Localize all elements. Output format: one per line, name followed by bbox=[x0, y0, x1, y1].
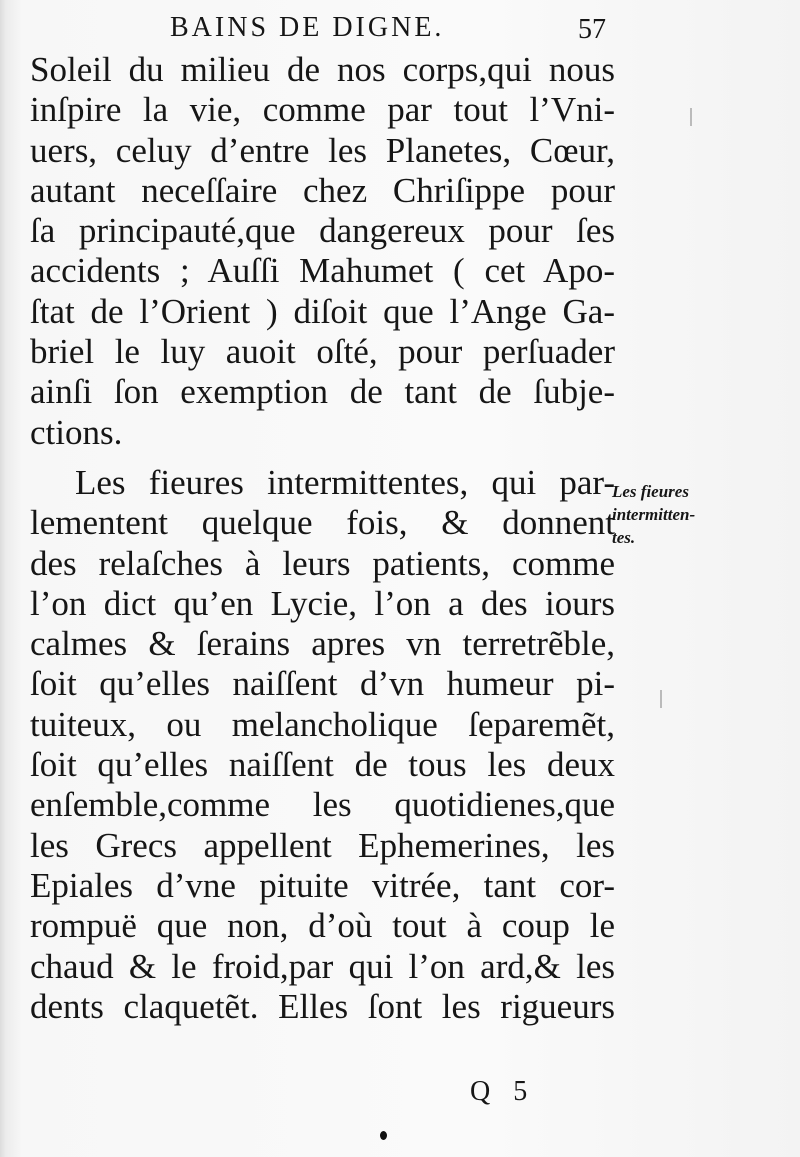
text-line: ctions. bbox=[30, 412, 123, 452]
text-line: l’on dict qu’en Lycie, l’on a des iours bbox=[30, 583, 615, 623]
signature-mark: Q 5 bbox=[470, 1076, 536, 1107]
text-line: briel le luy auoit oſté, pour perſuader bbox=[30, 332, 615, 372]
paragraph-gap bbox=[30, 453, 615, 463]
text-line: des relaſches à leurs patients, comme bbox=[30, 543, 615, 583]
text-line: chaud & le froid,par qui l’on ard,& les bbox=[30, 946, 615, 986]
text-line: les Grecs appellent Ephemerines, les bbox=[30, 825, 615, 865]
running-title: BAINS DE DIGNE. bbox=[170, 12, 445, 43]
bleed-mark bbox=[690, 108, 692, 126]
text-line: ainſi ſon exemption de tant de ſubje- bbox=[30, 372, 615, 412]
margin-note-line: intermitten- bbox=[612, 505, 696, 524]
text-line: ſoit qu’elles naiſſent d’vn humeur pi- bbox=[30, 664, 615, 704]
text-line: Les fieures intermittentes, qui par- bbox=[75, 462, 615, 502]
text-line: uers, celuy d’entre les Planetes, Cœur, bbox=[30, 130, 615, 170]
text-line: lementent quelque fois, & donnent bbox=[30, 503, 615, 543]
text-line: ſtat de l’Orient ) diſoit que l’Ange Ga- bbox=[30, 291, 615, 331]
text-line: tuiteux, ou melancholique ſeparemẽt, bbox=[30, 704, 615, 744]
margin-note-line: tes. bbox=[612, 528, 636, 547]
text-line: autant neceſſaire chez Chriſippe pour bbox=[30, 170, 615, 210]
text-line: Soleil du milieu de nos corps,qui nous bbox=[30, 50, 615, 89]
text-line: Epiales d’vne pituite vitrée, tant cor- bbox=[30, 865, 615, 905]
margin-note-line: Les fieures bbox=[612, 482, 689, 501]
text-line: rompuë que non, d’où tout à coup le bbox=[30, 906, 615, 946]
bleed-mark bbox=[660, 690, 662, 708]
paragraph-1 bbox=[30, 50, 615, 453]
page-number: 57 bbox=[578, 14, 606, 45]
text-line: ſoit qu’elles naiſſent de tous les deux bbox=[30, 745, 615, 785]
text-line: accidents ; Auſſi Mahumet ( cet Apo- bbox=[30, 251, 615, 291]
margin-note bbox=[612, 480, 792, 549]
text-line: dents claquetẽt. Elles ſont les rigueurs bbox=[30, 986, 615, 1026]
ink-spot bbox=[380, 1131, 387, 1140]
text-line: ſa principauté,que dangereux pour ſes bbox=[30, 211, 615, 251]
text-line: calmes & ſerains apres vn terretrẽble, bbox=[30, 624, 615, 664]
text-line: inſpire la vie, comme par tout l’Vni- bbox=[30, 90, 615, 130]
text-line: enſemble,comme les quotidienes,que bbox=[30, 785, 615, 825]
paragraph-2 bbox=[30, 463, 615, 1027]
main-text bbox=[30, 50, 615, 1027]
